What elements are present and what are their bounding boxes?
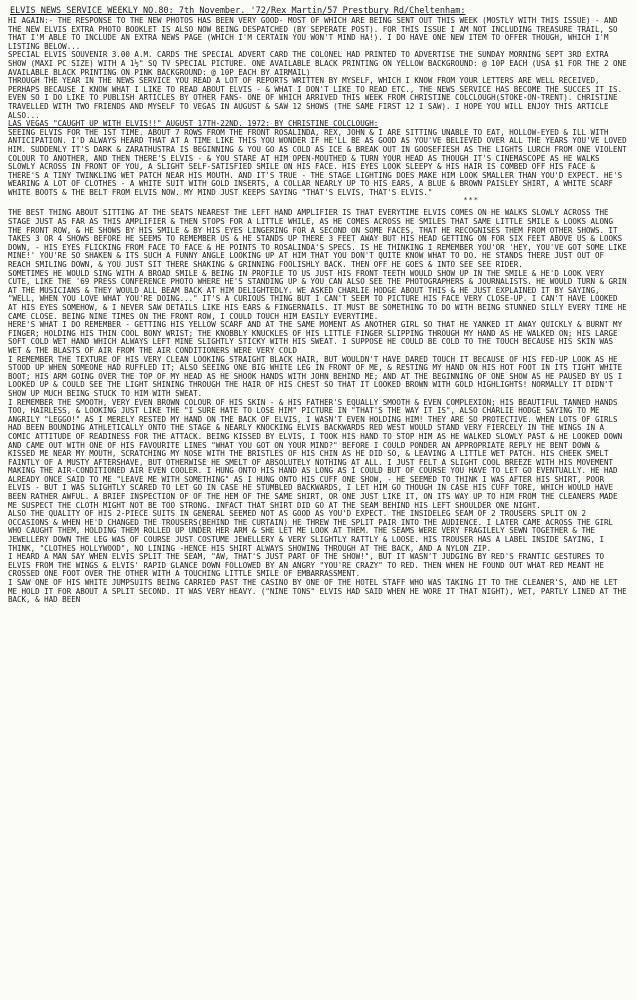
article-heading: LAS VEGAS "CAUGHT UP WITH ELVIS!!" AUGUST 17TH-22ND. 1972: BY CHRISTINE COLCLOUGH: <box>8 119 379 129</box>
article-paragraph-first-sight: SEEING ELVIS FOR THE 1ST TIME. ABOUT 7 ROWS FROM THE FRONT ROSALINDA, REX, JOHN & I ARE SITTING UNABLE TO EAT, HOLLOW-EYED & ILL WITH ANTICIPATION. I'D ALWAYS HEARD THAT AT A TIME LIKE THIS YOU WONDER IF HE'LL BE AS GOOD AS YOU'VE BELIEVED OVER ALL THE YEARS YOU'VE LOVED HIM. SUDDENLY IT'S DARK & ZARATHUSTRA IS BEGINNING & YOU GO AS COLD AS ICE & BREAK OUT IN GOOSEFIESH AS THE LIGHTS LURCH FROM ONE VIOLENT COLOUR TO ANOTHER, AND THEN THERE'S ELVIS - & YOU STARE AT HIM OPEN-MOUTHED & TURN YOUR HEAD AS THOUGH IT'S CINEMASCOPE AS HE WALKS SLOWLY ACROSS IN FRONT OF YOU, A SLIGHT SELF-SATISFIED SMILE ON HIS FACE. HIS EYES LOOK SLEEPY & HIS HAIR IS COMBED OFF HIS FACE & THERE'S A TINY TWINKLING WET PATCH NEAR HIS MOUTH. AND IT'S TRUE - THE STAGE LIGHTING DOES MAKE HIM LOOK SMALLER THAN YOU'D EXPECT. HE'S WEARING A LOT OF CLOTHES - A WHITE SUIT WITH GOLD INSERTS, A COLLAR NEARLY UP TO HIS EARS, A BLUE & BROWN PAISLEY SHIRT, A WHITE SCARF WHITE BOOTS & THE BELT FROM ELVIS NOW. MY MIND JUST KEEPS SAYING "THAT'S ELVIS, THAT'S ELVIS." <box>8 127 627 197</box>
souvenir-cards-paragraph: SPECIAL ELVIS SOUVENIR 3.00 A.M. CARDS THE SPECIAL ADVERT CARD THE COLONEL HAD PRINTED TO ADVERTISE THE SUNDAY MORNING SEPT 3RD EXTRA SHOW (MAXI PC SIZE) WITH A 1½" SQ TV SPECIAL PICTURE. ONE AVAILABLE BLACK PRINTING ON YELLOW BACKGROUND: @ 10P EACH (USA $1 FOR THE 2 ONE AVAILABLE BLACK PRINTING ON PINK BACKGROUND: @ 10P EACH BY AIRMAIL) <box>8 50 627 77</box>
article-paragraph-split-seam: I HEARD A MAN SAY WHEN ELVIS SPLIT THE SEAM, "AW, THAT'S JUST PART OF THE SHOW!", BUT IT WASN'T JUDGING BY RED'S FRANTIC GESTURES TO ELVIS FROM THE WINGS & ELVIS' RAPID GLANCE DOWN FOLLOWED BY AN ANGRY "YOU'RE CRAZY" TO RED. THEN WHEN HE FOUND OUT WHAT RED MEANT HE CROSSED ONE FOOT OVER THE OTHER WITH A TOUCHING LITTLE SMILE OF EMBARRASSMENT. <box>8 552 605 579</box>
section-divider-stars: *** <box>463 196 479 205</box>
article-paragraph-jumpsuit: I SAW ONE OF HIS WHITE JUMPSUITS BEING CARRIED PAST THE CASINO BY ONE OF THE HOTEL STAFF WHO WAS TAKING IT TO THE CLEANER'S, AND HE LET ME HOLD IT FOR ABOUT A SPLIT SECOND. IT WAS VERY HEAVY. ("NINE TONS" ELVIS HAD SAID WHEN HE WORE IT THAT NIGHT), WET, PARTLY LINED AT THE BACK, & HAD BEEN <box>8 578 627 605</box>
article-paragraph-sometimes: SOMETIMES HE WOULD SING WITH A BROAD SMILE & BEING IN PROFILE TO US JUST HIS FRONT TEETH WOULD SHOW UP IN THE SMILE & HE'D LOOK VERY CUTE, LIKE THE '69 PRESS CONFERENCE PHOTO WHERE HE'S STANDING UP & YOU CAN ALSO SEE THE PHOTOGRAPHERS & JOURNALISTS. HE WOULD TURN & GRIN AT THE MUSICIANS & THEY WOULD ALL BEAM BACK AT HIM DELIGHTEDLY. WE ASKED CHARLIE HODGE ABOUT THIS & HE JUST EXPLAINED IT BY SAYING, "WELL, WHEN YOU LOVE WHAT YOU'RE DOING..." IT'S A CURIOUS THING BUT I CAN'T SEEM TO PICTURE HIS FACE VERY CLOSE-UP. I CAN'T HAVE LOOKED AT HIS EYES SOMEHOW, & I NEVER SAW DETAILS LIKE HIS EARS & FINGERNAILS. IT MUST BE SOMETHING TO DO WITH BEING STUNNED SILLY EVERY TIME HE CAME CLOSE. BEING NINE TIMES ON THE FRONT ROW, I COULD TOUCH HIM EASILY EVERYTIME. <box>8 268 627 321</box>
article-paragraph-amplifier-seats: THE BEST THING ABOUT SITTING AT THE SEATS NEAREST THE LEFT HAND AMPLIFIER IS THAT EVERYTIME ELVIS COMES ON HE WALKS SLOWLY ACROSS THE STAGE JUST AS FAR AS THIS AMPLIFIER & THEN STOPS FOR A LITTLE WHILE, AS HE COMES ACROSS HE SMILES THAT SAME LITTLE SMILE & LOOKS ALONG THE FRONT ROW, & HE SHOWS BY HIS SMILE & BY HIS EYES LINGERING FOR A SECOND ON SOME FACES, THAT HE RECOGNISES THEM FROM OTHER SHOWS. IT TAKES 3 OR 4 SHOWS BEFORE HE SEEMS TO REMEMBER US & HE STANDS UP THERE 3 FEET AWAY BUT HIS HEAD GETTING ON FOR SIX FEET ABOVE US & LOOKS DOWN, - HIS EYES FLICKING FROM FACE TO FACE & HE POINTS TO ROSALINDA'S SPECS. IS HE THINKING I REMEMBER YOU'OR 'HEY, YOU'VE GOT SOME LIKE MINE!' YOU'RE SO SHAKEN & ITS SUCH A FUNNY ANGLE LOOKING UP AT HIM THAT YOU DON'T QUITE KNOW WHAT TO DO. HE STANDS THERE JUST OUT OF REACH SMILING DOWN, & YOU JUST SIT THERE SHAKING & GRINNING FOOLISHLY BACK. THEN OFF HE GOES & INTO SEE SEE RIDER. <box>8 208 627 270</box>
editor-note-paragraph: THROUGH THE YEAR IN THE NEWS SERVICE YOU READ A LOT OF REPORTS WRITTEN BY MYSELF, WHICH I KNOW FROM YOUR LETTERS ARE WELL RECEIVED, PERHAPS BECAUSE I KNOW WHAT I LIKE TO READ ABOUT ELVIS - & WHAT I DON'T LIKE TO READ ETC., THE NEWS SERVICE HAS BECOME THE SUCCES IT IS. EVEN SO I DO LIKE TO PUBLISH ARTICLES BY OTHER FANS- ONE OF WHICH ARRIVED THIS WEEK FROM CHRISTINE COLCLOUGH(STOKE-ON-TRENT). CHRISTINE TRAVELLED WITH TWO FRIENDS AND MYSELF TO VEGAS IN AUGUST & SAW 12 SHOWS (THE SAME FIRST 12 I SAW). I HOPE YOU WILL ENJOY THIS ARTICLE ALSO... <box>8 76 623 120</box>
article-paragraph-what-i-remember: HERE'S WHAT I DO REMEMBER - GETTING HIS YELLOW SCARF AND AT THE SAME MOMENT AS ANOTHER GIRL SO THAT HE YANKED IT AWAY QUICKLY & BURNT MY FINGER; HOLDING HIS THIN COOL BONY WRIST; THE KNOBBLY KNUCKLES OF HIS LITTLE FINGER SLIPPING THROUGH MY HAND AS HE WALKED ON; HIS LARGE SOFT COLD WET HAND WHICH ALWAYS LEFT MINE SLIGHTLY STICKY WITH HIS SWEAT. I SUPPOSE HE COULD BE COLD TO THE TOUCH BECAUSE HIS SKIN WAS WET & THE BLASTS OF AIR FROM THE AIR CONDITIONERS WERE VERY COLD <box>8 320 623 355</box>
article-paragraph-suit-quality: ALSO THE QUALITY OF HIS 2-PIECE SUITS IN GENERAL SEEMED NOT AS GOOD AS YOU'D EXPECT. THE INSIDELEG SEAM OF 2 TROUSERS SPLIT ON 2 OCCASIONS & WHEN HE'D CHANGED THE TROUSERS(BEHIND THE CURTAIN) HE THREW THE SPLIT PAIR INTO THE AUDIENCE. I LATER CAME ACROSS THE GIRL WHO CAUGHT THEM, HOLDING THEM ROLLED UP UNDER HER ARM & SHE LET ME LOOK AT THEM. THE SEAMS WERE VERY FRAGILELY SEWN TOGETHER & THE JEWELLERY DOWN THE LEG WAS OF COURSE JUST COSTUME JEWELLERY & VERY SLIGHTLY RATTLY & LOOSE. HIS TROUSER HAS A LABEL INSIDE SAYING, I THINK, "CLOTHES HOLLYWOOD", NO LINING -HENCE HIS SHIRT ALWAYS SHOWING THROUGH AT THE BACK, AND A NYLON ZIP. <box>8 509 614 553</box>
article-paragraph-skin-and-kiss: I REMEMBER THE SMOOTH, VERY EVEN BROWN COLOUR OF HIS SKIN - & HIS FATHER'S EQUALLY SMOOTH & EVEN COMPLEXION; HIS BEAUTIFUL TANNED HANDS TOO, HAIRLESS, & LOOKING JUST LIKE THE "I SURE HATE TO LOSE HIM" PICTURE IN "THAT'S THE WAY IT IS", ALSO CHARLIE HODGE SAYING TO ME ANGRILY "LEGGO!" AS I MERELY RESTED MY HAND ON THE BACK OF ELVIS, I WASN'T EVEN HOLDING HIM! THEY ARE SO PROTECTIVE. WHEN LOTS OF GIRLS HAD BEEN BOUNDING ATHLETICALLY ONTO THE STAGE & NEARLY KNOCKING ELVIS BACKWARDS RED WEST WOULD STAND VERY FIERCELY IN THE WINGS IN A COMIC ATTITUDE OF READINESS FOR THE ATTACK. BEING KISSED BY ELVIS, I TOOK HIS HAND TO STOP HIM AS HE WALKED SLOWLY PAST & HE LOOKED DOWN AND CAME OUT WITH ONE OF HIS FAVOURITE LINES "WHAT YOU GOT ON YOUR MIND?" BEFORE I COULD PONDER AN APPROPRIATE REPLY HE BENT DOWN & KISSED ME NEAR MY MOUTH, SCRATCHING MY NOSE WITH THE BRISTLES OF HIS CHIN AS HE DID SO, & LEAVING A LITTLE WET PATCH. HIS CHEEK SMELT FAINTLY OF A MUSTY AFTERSHAVE, BUT OTHERWISE HE SMELT OF ABSOLUTELY NOTHING AT ALL. I JUST FELT A SLIGHT COOL BREEZE WITH HIS MOVEMENT MAKING THE AIR-CONDITIONED AIR EVEN COOLER. I HUNG ONTO HIS HAND AS LONG AS I COULD BUT OF COURSE YOU HAVE TO LET GO EVENTUALLY. HE HAD ALREADY ONCE SAID TO ME "LEAVE ME WITH SOMETHING" AS I HUNG ONTO HIS CUFF ONE SHOW, - HE SEEMED TO THINK I WAS AFTER HIS SHIRT, POOR ELVIS - BUT I WAS SLIGHTLY SCARED TO LET GO IN CASE HE STUMBLED BACKWARDS, I LET HIM GO THOUGH IN CASE HIS CUFF TORE, WHICH WOULD HAVE BEEN RATHER AWFUL. A BRIEF INSPECTION OF OF THE HEM OF THE SAME SHIRT, OR ONE JUST LIKE IT, ON ITS WAY UP TO HIM FROM THE CLEANERS MADE ME SUSPECT THE CLOTH MIGHT NOT BE TOO STRONG. INFACT THAT SHIRT DID GO AT THE SEAM BEHIND HIS LEFT SHOULDER ONE NIGHT. <box>8 397 623 510</box>
newsletter-masthead: ELVIS NEWS SERVICE WEEKLY NO.80: 7th November. '72/Rex Martin/57 Prestbury Rd/Cheltenham: <box>10 6 466 16</box>
intro-paragraph: HI AGAIN:- THE RESPONSE TO THE NEW PHOTOS HAS BEEN VERY GOOD- MOST OF WHICH ARE BEING SENT OUT THIS WEEK (MOSTLY WITH THIS ISSUE) - AND THE NEW ELVIS EXTRA PHOTO BOOKLET IS ALSO NOW BEING DESPATCHED (BY SEPERATE POST). FOR THIS ISSUE I AM NOT INCLUDING TREASURE TRAIL, SO THAT I'M ABLE TO INCLUDE AN EXTRA NEWS PAGE (WHICH I'M CERTAIN YOU WON'T MIND HA!). I DO HAVE ONE NEW ITEM TO OFFER THOUGH, WHICH I'M LISTING BELOW... <box>8 16 618 51</box>
article-paragraph-hair-texture: I REMEMBER THE TEXTURE OF HIS VERY CLEAN LOOKING STRAIGHT BLACK HAIR, BUT WOULDN'T HAVE DARED TOUCH IT BECAUSE OF HIS FED-UP LOOK AS HE STOOD UP WHEN SOMEONE HAD RUFFLED IT; ALSO SEEING ONE BIG WHITE LEG IN FRONT OF ME, & RESTING MY HAND ON HIS HOT FOOT IN ITS TIGHT WHITE BOOT; HIS ARM GOING OVER THE TOP OF MY HEAD AS HE SHOOK HANDS WITH JOHN BEHIND ME; AND AT THE BEGINNING OF ONE SHOW AS HE PAUSED BY US I LOOKED UP & COULD SEE THE LIGHT SHINING THROUGH THE HAIR OF HIS CHEST SO THAT IT LOOKED BROWN WITH GOLD HIGHLIGHTS! NORMALLY IT DIDN'T SHOW UP MUCH BEING STUCK TO HIM WITH SWEAT. <box>8 354 623 398</box>
